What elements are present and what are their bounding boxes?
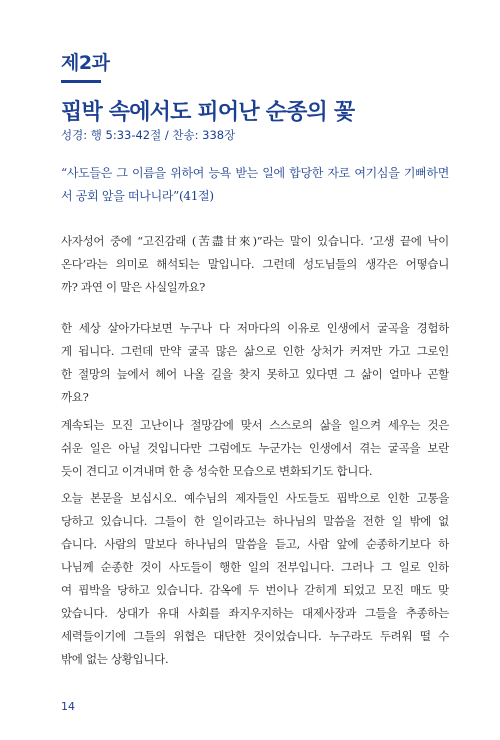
paragraph-line: 오늘 본문을 보십시오. 예수님의 제자들인 사도들도 핍박으로 인한 고통을: [61, 491, 449, 505]
paragraph-line: 았습니다. 상대가 유대 사회를 좌지우지하는 대제사장과 그들을 추종하는: [61, 606, 449, 620]
body-paragraph-1: [61, 230, 449, 299]
lesson-label: 제2과: [61, 52, 110, 74]
paragraph-line: 한 절망의 늪에서 헤어 나올 길을 찾지 못하고 있다면 그 삶이 얼마나 곤할: [61, 367, 449, 381]
paragraph-line: 듯이 견디고 이겨내며 한 층 성숙한 모습으로 변화되기도 합니다.: [61, 464, 373, 478]
paragraph-line: 게 됩니다. 그런데 만약 굴곡 많은 삶으로 인한 상처가 커져만 가고 그로인: [61, 344, 449, 358]
body-paragraph-3: [61, 414, 449, 483]
scripture-reference: 성경: 행 5:33-42절 / 찬송: 338장: [61, 128, 236, 142]
body-paragraph-4: [61, 487, 449, 671]
page-number: 14: [61, 700, 75, 713]
paragraph-line: 습니다. 사람의 말보다 하나님의 말씀을 듣고, 사람 앞에 순종하기보다 하: [61, 537, 449, 551]
paragraph-line: 온다’라는 의미로 해석되는 말입니다. 그런데 성도님들의 생각은 어떻습니: [61, 257, 449, 271]
paragraph-line: 나님께 순종한 것이 사도들이 행한 일의 전부입니다. 그러나 그 일로 인하: [61, 560, 449, 574]
paragraph-line: 당하고 있습니다. 그들이 한 일이라고는 하나님의 말씀을 전한 일 밖에 없: [61, 514, 449, 528]
paragraph-line: 밖에 없는 상황입니다.: [61, 652, 169, 666]
page-title: 핍박 속에서도 피어난 순종의 꽃: [61, 100, 355, 125]
lesson-underline: [61, 80, 101, 83]
paragraph-line: 까요?: [61, 390, 89, 404]
key-verse: [61, 162, 449, 208]
paragraph-line: 여 핍박을 당하고 있습니다. 감옥에 두 번이나 갇히게 되었고 모진 매도 맞: [61, 583, 449, 597]
key-verse-line: 서 공회 앞을 떠나니라”(41절): [61, 189, 214, 203]
key-verse-line: “사도들은 그 이름을 위하여 능욕 받는 일에 합당한 자로 여기심을 기뻐하면: [61, 166, 449, 180]
paragraph-line: 한 세상 살아가다보면 누구나 다 저마다의 이유로 인생에서 굴곡을 경험하: [61, 321, 449, 335]
paragraph-line: 세력들이기에 그들의 위협은 대단한 것이었습니다. 누구라도 두려워 떨 수: [61, 629, 449, 643]
paragraph-line: 계속되는 모진 고난이나 절망감에 맞서 스스로의 삶을 일으켜 세우는 것은: [61, 418, 449, 432]
paragraph-line: 사자성어 중에 “고진감래 (苦盡甘來)”라는 말이 있습니다. ‘고생 끝에 낙이: [61, 234, 449, 248]
body-paragraph-2: [61, 317, 449, 409]
paragraph-line: 까? 과연 이 말은 사실일까요?: [61, 280, 206, 294]
paragraph-line: 쉬운 일은 아닐 것입니다만 그럼에도 누군가는 인생에서 겪는 굴곡을 보란: [61, 441, 449, 455]
